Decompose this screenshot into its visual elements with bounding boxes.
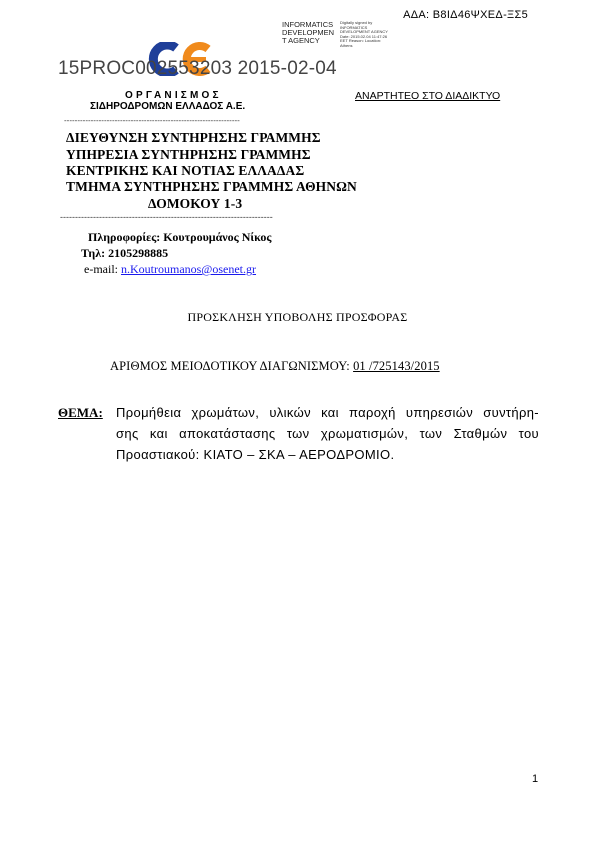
subject-text-line: Προαστιακού: ΚΙΑΤΟ – ΣΚΑ – ΑΕΡΟΔΡΟΜΙΟ. bbox=[116, 447, 395, 462]
department-line: ΔΙΕΥΘΥΝΣΗ ΣΥΝΤΗΡΗΣΗΣ ΓΡΑΜΜΗΣ bbox=[66, 130, 321, 145]
protocol-stamp: 15PROC002553203 2015-02-04 bbox=[58, 58, 337, 79]
tender-number: 01 /725143/2015 bbox=[353, 359, 440, 373]
page-number: 1 bbox=[532, 773, 539, 785]
email-label: e-mail: bbox=[84, 262, 118, 276]
ada-code: ΑΔΑ: Β8ΙΔ46ΨΧΕΔ-ΞΣ5 bbox=[403, 9, 528, 21]
digital-signature-agency: INFORMATICS DEVELOPMEN T AGENCY bbox=[282, 20, 335, 46]
org-name-line-2: ΣΙΔΗΡΟΔΡΟΜΩΝ ΕΛΛΑΔΟΣ Α.Ε. bbox=[90, 101, 246, 112]
digital-signature-details: Digitally signed by INFORMATICS DEVELOPMENT AGENCY Date: 2015.02.04 11:47:26 EET Reason: Location: Athens bbox=[340, 20, 388, 48]
contact-person: Πληροφορίες: Κουτρουμάνος Νίκος bbox=[88, 230, 272, 244]
public-posting-note: ΑΝΑΡΤΗΤΕΟ ΣΤΟ ΔΙΑΔΙΚΤΥΟ bbox=[355, 90, 501, 102]
contact-email-row bbox=[84, 262, 256, 277]
subject-text-line: Προμήθεια χρωμάτων, υλικών και παροχή υπηρεσιών συντήρη- bbox=[116, 405, 539, 420]
separator-line: ------------------------------------------------------------------ bbox=[64, 116, 240, 125]
tender-number-row bbox=[110, 359, 440, 374]
tender-label: ΑΡΙΘΜΟΣ ΜΕΙΟΔΟΤΙΚΟΥ ΔΙΑΓΩΝΙΣΜΟΥ: bbox=[110, 359, 350, 373]
subject-text-line: σης και αποκατάστασης των χρωματισμών, των Σταθμών του bbox=[116, 426, 539, 441]
department-line: ΤΜΗΜΑ ΣΥΝΤΗΡΗΣΗΣ ΓΡΑΜΜΗΣ ΑΘΗΝΩΝ bbox=[66, 179, 357, 194]
email-link[interactable]: n.Koutroumanos@osenet.gr bbox=[120, 262, 257, 276]
department-line: ΥΠΗΡΕΣΙΑ ΣΥΝΤΗΡΗΣΗΣ ΓΡΑΜΜΗΣ bbox=[66, 147, 311, 162]
department-address: ΔΟΜΟΚΟΥ 1-3 bbox=[148, 196, 243, 211]
contact-phone: Τηλ: 2105298885 bbox=[81, 246, 169, 260]
subject-label: ΘΕΜΑ: bbox=[58, 405, 103, 420]
department-line: ΚΕΝΤΡΙΚΗΣ ΚΑΙ ΝΟΤΙΑΣ ΕΛΛΑΔΑΣ bbox=[66, 163, 305, 178]
document-title: ΠΡΟΣΚΛΗΣΗ ΥΠΟΒΟΛΗΣ ΠΡΟΣΦΟΡΑΣ bbox=[187, 310, 408, 324]
org-name-line-1: ΟΡΓΑΝΙΣΜΟΣ bbox=[125, 90, 222, 101]
separator-line: ----------------------------------------------------------------------- bbox=[60, 212, 273, 222]
